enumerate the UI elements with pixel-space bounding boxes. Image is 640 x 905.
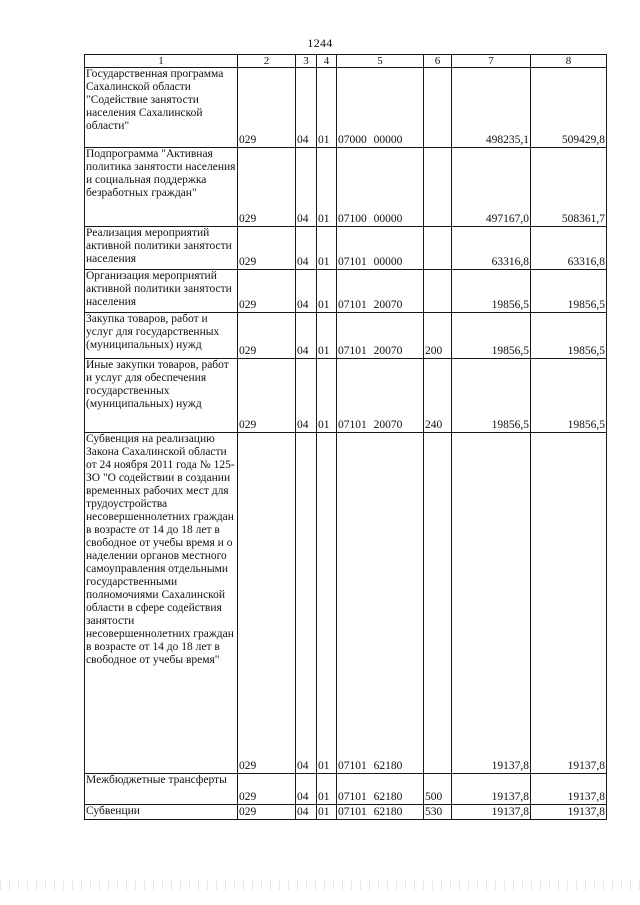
row-ved: 029	[238, 148, 296, 227]
row-csr: 07101 00000	[337, 227, 424, 270]
row-pr: 01	[317, 227, 337, 270]
row-name: Субвенция на реализацию Закона Сахалинской области от 24 ноября 2011 года № 125-ЗО "О содействии в создании временных рабочих мест для трудоустройства несовершеннолетних граждан в возрасте от 14 до 18 лет в свободное от учебы время и о наделении органов местного самоуправления отдельными государственными полномочиями Сахалинской области в сфере содействия занятости несовершеннолетних граждан в возрасте от 14 до 18 лет в свободное от учебы время"	[85, 433, 238, 774]
row-csr: 07101 62180	[337, 805, 424, 820]
row-sum-1: 497167,0	[452, 148, 531, 227]
row-pr: 01	[317, 774, 337, 805]
row-pr: 01	[317, 313, 337, 359]
row-sum-2: 509429,8	[531, 68, 607, 148]
table-row	[85, 359, 607, 433]
row-rz: 04	[296, 774, 317, 805]
row-csr: 07000 00000	[337, 68, 424, 148]
row-pr: 01	[317, 805, 337, 820]
row-vr: 200	[424, 313, 452, 359]
row-rz: 04	[296, 227, 317, 270]
row-ved: 029	[238, 805, 296, 820]
column-header-6: 6	[424, 55, 452, 68]
row-ved: 029	[238, 433, 296, 774]
row-rz: 04	[296, 68, 317, 148]
row-name: Государственная программа Сахалинской области "Содействие занятости населения Сахалинской области"	[85, 68, 238, 148]
row-csr: 07101 20070	[337, 270, 424, 313]
row-pr: 01	[317, 433, 337, 774]
row-sum-1: 19856,5	[452, 270, 531, 313]
row-vr	[424, 227, 452, 270]
row-csr: 07101 20070	[337, 313, 424, 359]
table-row	[85, 433, 607, 774]
row-name: Подпрограмма "Активная политика занятости населения и социальная поддержка безработных граждан"	[85, 148, 238, 227]
scan-noise-strip	[0, 880, 640, 890]
row-sum-2: 19856,5	[531, 270, 607, 313]
row-pr: 01	[317, 270, 337, 313]
row-sum-2: 508361,7	[531, 148, 607, 227]
row-sum-1: 63316,8	[452, 227, 531, 270]
row-pr: 01	[317, 359, 337, 433]
row-ved: 029	[238, 774, 296, 805]
table-row	[85, 270, 607, 313]
row-ved: 029	[238, 270, 296, 313]
table-row	[85, 805, 607, 820]
column-header-8: 8	[531, 55, 607, 68]
row-sum-1: 19856,5	[452, 313, 531, 359]
row-rz: 04	[296, 270, 317, 313]
row-sum-2: 19856,5	[531, 359, 607, 433]
column-number-row	[85, 55, 607, 68]
table-row	[85, 774, 607, 805]
row-vr: 500	[424, 774, 452, 805]
row-rz: 04	[296, 433, 317, 774]
row-ved: 029	[238, 227, 296, 270]
row-csr: 07101 20070	[337, 359, 424, 433]
budget-table	[84, 54, 607, 820]
row-sum-1: 19856,5	[452, 359, 531, 433]
row-sum-2: 19137,8	[531, 774, 607, 805]
row-csr: 07101 62180	[337, 433, 424, 774]
row-name: Организация мероприятий активной политики занятости населения	[85, 270, 238, 313]
row-sum-2: 19137,8	[531, 433, 607, 774]
row-sum-1: 498235,1	[452, 68, 531, 148]
row-sum-2: 19137,8	[531, 805, 607, 820]
row-csr: 07101 62180	[337, 774, 424, 805]
row-rz: 04	[296, 148, 317, 227]
row-sum-1: 19137,8	[452, 774, 531, 805]
row-name: Закупка товаров, работ и услуг для государственных (муниципальных) нужд	[85, 313, 238, 359]
row-vr: 240	[424, 359, 452, 433]
row-rz: 04	[296, 313, 317, 359]
table-row	[85, 148, 607, 227]
column-header-3: 3	[296, 55, 317, 68]
page-number: 1244	[307, 36, 333, 50]
row-vr	[424, 433, 452, 774]
table-row	[85, 227, 607, 270]
row-rz: 04	[296, 359, 317, 433]
column-header-5: 5	[337, 55, 424, 68]
row-name: Иные закупки товаров, работ и услуг для обеспечения государственных (муниципальных) нужд	[85, 359, 238, 433]
column-header-1: 1	[85, 55, 238, 68]
row-ved: 029	[238, 359, 296, 433]
row-sum-1: 19137,8	[452, 805, 531, 820]
table-row	[85, 68, 607, 148]
row-name: Субвенции	[85, 805, 238, 820]
row-name: Реализация мероприятий активной политики занятости населения	[85, 227, 238, 270]
row-sum-1: 19137,8	[452, 433, 531, 774]
row-name: Межбюджетные трансферты	[85, 774, 238, 805]
row-vr	[424, 68, 452, 148]
row-sum-2: 63316,8	[531, 227, 607, 270]
row-pr: 01	[317, 68, 337, 148]
row-vr: 530	[424, 805, 452, 820]
row-rz: 04	[296, 805, 317, 820]
column-header-7: 7	[452, 55, 531, 68]
column-header-4: 4	[317, 55, 337, 68]
row-ved: 029	[238, 68, 296, 148]
row-sum-2: 19856,5	[531, 313, 607, 359]
row-pr: 01	[317, 148, 337, 227]
row-ved: 029	[238, 313, 296, 359]
row-csr: 07100 00000	[337, 148, 424, 227]
row-vr	[424, 270, 452, 313]
column-header-2: 2	[238, 55, 296, 68]
row-vr	[424, 148, 452, 227]
table-row	[85, 313, 607, 359]
